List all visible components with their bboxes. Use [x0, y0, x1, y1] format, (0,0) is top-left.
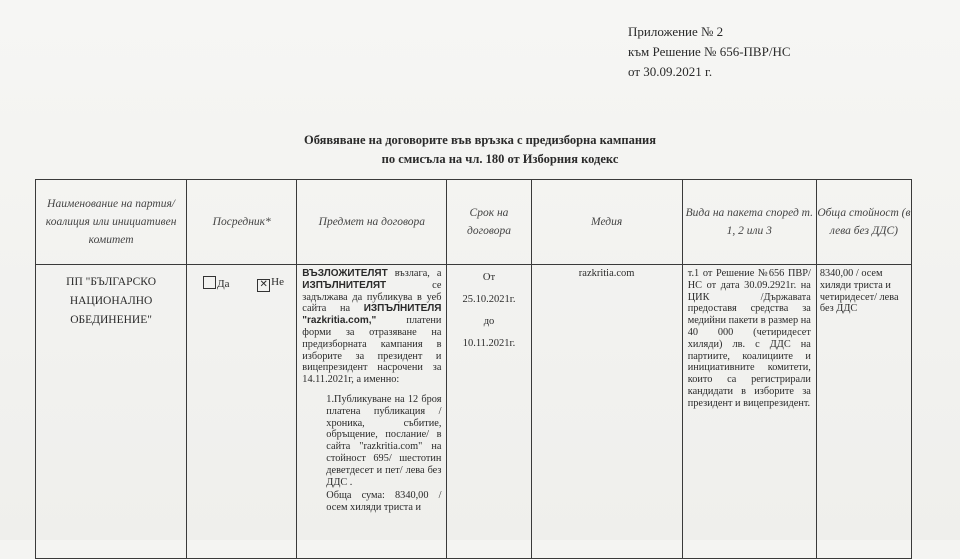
- header-package: Вида на пакета според т. 1, 2 или 3: [682, 180, 816, 265]
- option-no-label: Не: [271, 276, 284, 288]
- subject-text-2: се задължава да публикува в уеб сайта на: [302, 279, 442, 315]
- checkbox-no-checked: ✕: [257, 279, 270, 292]
- table-row: [36, 265, 912, 559]
- contracts-table: [35, 179, 912, 559]
- option-no: [257, 276, 284, 292]
- option-yes: [203, 276, 229, 290]
- term-to: до: [483, 316, 495, 327]
- option-yes-label: Да: [217, 278, 230, 290]
- table-header-row: [36, 180, 912, 265]
- document-title: [0, 131, 960, 169]
- header-total: Обща стойност (в лева без ДДС): [816, 180, 911, 265]
- term-end: 10.11.2021г.: [462, 338, 516, 349]
- subject-text-1: възлага, а: [387, 268, 442, 279]
- cell-term: [447, 265, 531, 559]
- subject-list-item: 1.Публикуване на 12 броя платена публикация / хроника, събитие, обръщение, послание/ в сайта "razkritia.com" на стойност 695/ шестотин деветдесет и пет/ лева без ДДС .: [326, 393, 442, 488]
- header-media: Медия: [531, 180, 682, 265]
- header-party: Наименование на партия/коалиция или инициативен комитет: [36, 180, 187, 265]
- subject-sum: Обща сума: 8340,00 / осем хиляди триста и: [326, 490, 442, 514]
- term-start: 25.10.2021г.: [462, 294, 516, 305]
- subject-paragraph: [302, 268, 441, 386]
- term-from: От: [482, 272, 496, 283]
- annex-line-3: от 30.09.2021 г.: [628, 64, 713, 79]
- cell-subject: [297, 265, 447, 559]
- header-subject: Предмет на договора: [297, 180, 447, 265]
- cell-intermediary: [187, 265, 297, 559]
- subject-bold-3: ИЗПЪЛНИТЕЛЯ "razkritia.com,": [302, 303, 442, 327]
- header-term: Срок на договора: [447, 180, 531, 265]
- subject-text-3: платени форми за отразяване на предизборната кампания в изборите за президент и вицепрезидент насрочени за 14.11.2021г, а именно:: [302, 315, 442, 386]
- cell-party: ПП "БЪЛГАРСКО НАЦИОНАЛНО ОБЕДИНЕНИЕ": [36, 265, 187, 559]
- annex-line-2: към Решение № 656-ПВР/НС: [628, 44, 791, 59]
- title-line-2: по смисъла на чл. 180 от Изборния кодекс: [381, 152, 619, 166]
- annex-line-1: Приложение № 2: [628, 24, 724, 39]
- cell-package: т.1 от Решение №656 ПВР/НС от дата 30.09.2921г. на ЦИК /Държавата предоставя средства за медийни пакети в размер на 40 000 (четиридесет хиляди) лв. с ДДС на партиите, коалициите и инициативните комитети, които са регистрирали кандидати в изборите за президент и вицепрезидент.: [682, 265, 816, 559]
- annex-reference: [628, 22, 791, 82]
- checkbox-yes: [203, 276, 216, 289]
- cell-media: razkritia.com: [531, 265, 682, 559]
- subject-bold-2: ИЗПЪЛНИТЕЛЯТ: [302, 279, 387, 291]
- subject-bold-1: ВЪЗЛОЖИТЕЛЯТ: [302, 268, 388, 279]
- title-line-1: Обявяване на договорите във връзка с предизборна кампания: [303, 133, 656, 147]
- header-intermediary: Посредник*: [187, 180, 297, 265]
- cell-total: 8340,00 / осем хиляди триста и четиридесет/ лева без ДДС: [816, 265, 911, 559]
